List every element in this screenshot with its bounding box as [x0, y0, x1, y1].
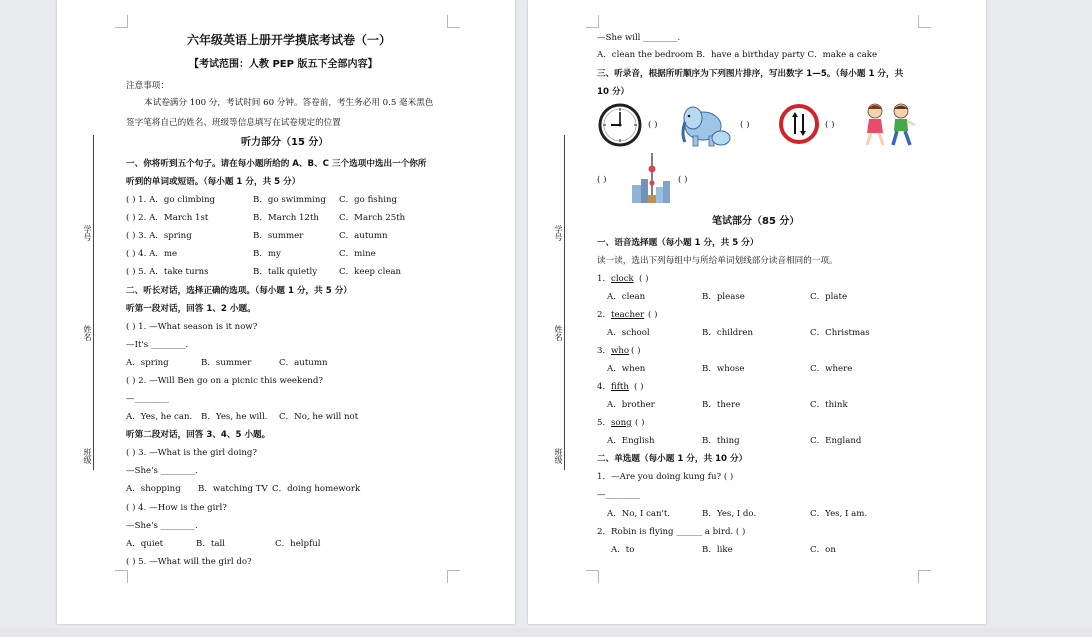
- option-b: B．summer: [201, 358, 252, 368]
- option-b: B．March 12th: [253, 213, 319, 223]
- answer-paren: ( ): [648, 120, 658, 130]
- exam-title: 六年级英语上册开学摸底考试卷（一）: [187, 33, 392, 47]
- option-a: A．Yes, he can.: [126, 412, 193, 422]
- margin-mark: [115, 570, 128, 583]
- margin-mark: [918, 15, 931, 28]
- answer-paren: ( ): [639, 274, 649, 284]
- listening-heading: 听力部分（15 分）: [241, 137, 329, 148]
- option-a: A．English: [607, 436, 655, 446]
- item-stem: ( ) 3. A．spring: [126, 231, 192, 241]
- answer-paren: ( ): [648, 310, 658, 320]
- question: 1．—Are you doing kung fu? ( ): [597, 472, 734, 482]
- question: ( ) 5. —What will the girl do?: [126, 557, 252, 567]
- margin-mark: [586, 570, 599, 583]
- dialog-heading: 听第一段对话，回答 1、2 小题。: [126, 304, 256, 314]
- item-word: fifth: [611, 382, 629, 392]
- option-c: C．keep clean: [339, 267, 402, 277]
- answer-line: —She's ________.: [126, 466, 198, 476]
- answer-paren: ( ): [678, 175, 688, 185]
- item-word: clock: [611, 274, 634, 284]
- option-c: C．autumn: [279, 358, 328, 368]
- answer-paren: ( ): [825, 120, 835, 130]
- option-a: A．No, I can't.: [607, 509, 671, 519]
- binding-label-name: 姓名: [554, 325, 563, 341]
- option-c: C．plate: [810, 292, 848, 302]
- option-a: A．when: [607, 364, 646, 374]
- option-c: C．mine: [339, 249, 376, 259]
- item-stem: ( ) 5. A．take turns: [126, 267, 209, 277]
- item-stem: ( ) 1. A．go climbing: [126, 195, 216, 205]
- answer-line: —________: [597, 490, 640, 500]
- margin-mark: [447, 570, 460, 583]
- exam-scope: 【考试范围：人教 PEP 版五下全部内容】: [189, 59, 378, 70]
- question: 2．Robin is flying ______ a bird. ( ): [597, 527, 746, 537]
- page-gap: [0, 628, 1092, 637]
- item-number: 2．: [597, 310, 612, 320]
- dialog-heading: 听第二段对话，回答 3、4、5 小题。: [126, 430, 271, 440]
- option-b: B．thing: [702, 436, 740, 446]
- section-heading: 二、听长对话，选择正确的选项。（每小题 1 分，共 5 分）: [126, 286, 352, 296]
- margin-mark: [447, 15, 460, 28]
- option-b: B．Yes, he will.: [201, 412, 268, 422]
- option-b: B．watching TV: [198, 484, 268, 494]
- section-heading: 10 分）: [597, 87, 630, 97]
- margin-mark: [115, 15, 128, 28]
- option-c: C．helpful: [275, 539, 321, 549]
- section-heading: 一、语音选择题（每小题 1 分，共 5 分）: [597, 238, 759, 248]
- option-a: A．clean: [607, 292, 646, 302]
- traffic-sign-picture: [779, 104, 819, 148]
- item-number: 4．: [597, 382, 612, 392]
- option-b: B．whose: [702, 364, 745, 374]
- section-heading: 一、你将听到五个句子。请在每小题所给的 A、B、C 三个选项中选出一个你所: [126, 159, 427, 169]
- option-c: C．March 25th: [339, 213, 406, 223]
- option-c: C．think: [810, 400, 848, 410]
- document-page-2: [528, 0, 986, 624]
- binding-label-class: 班级: [83, 448, 92, 464]
- answer-paren: ( ): [631, 346, 641, 356]
- option-c: C．on: [810, 545, 836, 555]
- answer-line: —She will ________.: [597, 33, 681, 43]
- section-heading: 二、单选题（每小题 1 分，共 10 分）: [597, 454, 748, 464]
- question: ( ) 4. —How is the girl?: [126, 503, 227, 513]
- section-heading: 三、听录音，根据所听顺序为下列图片排序，写出数字 1—5。（每小题 1 分，共: [597, 69, 904, 79]
- option-c: C．go fishing: [339, 195, 398, 205]
- option-b: B．go swimming: [253, 195, 326, 205]
- option-a: A．quiet: [126, 539, 164, 549]
- option-c: C．Yes, I am.: [810, 509, 868, 519]
- question: ( ) 3. —What is the girl doing?: [126, 448, 257, 458]
- option-b: B．please: [702, 292, 745, 302]
- section-heading: 听到的单词或短语。（每小题 1 分，共 5 分）: [126, 177, 301, 187]
- answer-line: —She's ________.: [126, 521, 198, 531]
- item-word: who: [611, 346, 630, 356]
- option-a: A．school: [607, 328, 650, 338]
- clock-picture: [598, 103, 642, 151]
- option-b: B．talk quietly: [253, 267, 318, 277]
- option-b: B．Yes, I do.: [702, 509, 757, 519]
- instruction: 读一读，选出下列每组中与所给单词划线部分读音相同的一项。: [597, 256, 838, 266]
- option-c: C．Christmas: [810, 328, 870, 338]
- answer-line: —It's ________.: [126, 340, 189, 350]
- option-c: C．No, he will not: [279, 412, 359, 422]
- binding-label-name: 姓名: [83, 325, 92, 341]
- option-a: A．spring: [126, 358, 169, 368]
- answer-paren: ( ): [634, 382, 644, 392]
- item-number: 5．: [597, 418, 612, 428]
- answer-paren: ( ): [635, 418, 645, 428]
- item-stem: ( ) 2. A．March 1st: [126, 213, 209, 223]
- option-a: A．shopping: [126, 484, 181, 494]
- binding-line: [564, 135, 565, 470]
- option-b: B．tall: [196, 539, 225, 549]
- item-number: 3．: [597, 346, 612, 356]
- answer-paren: ( ): [740, 120, 750, 130]
- binding-label-student-id: 学号: [83, 225, 92, 241]
- option-b: B．my: [253, 249, 281, 259]
- option-row: A．clean the bedroom B．have a birthday party C．make a cake: [597, 50, 878, 60]
- option-a: A．to: [611, 545, 635, 555]
- notice-text: 签字笔将自己的姓名、班级等信息填写在试卷规定的位置: [126, 118, 341, 128]
- option-b: B．there: [702, 400, 741, 410]
- answer-paren: ( ): [597, 175, 607, 185]
- option-b: B．summer: [253, 231, 304, 241]
- option-c: C．autumn: [339, 231, 388, 241]
- item-stem: ( ) 4. A．me: [126, 249, 178, 259]
- document-page-1: [57, 0, 515, 624]
- option-b: B．like: [702, 545, 733, 555]
- answer-line: —________: [126, 394, 169, 404]
- binding-label-class: 班级: [554, 448, 563, 464]
- option-c: C．where: [810, 364, 853, 374]
- item-word: song: [611, 418, 632, 428]
- margin-mark: [586, 15, 599, 28]
- item-number: 1．: [597, 274, 612, 284]
- option-c: C．England: [810, 436, 862, 446]
- question: ( ) 2. —Will Ben go on a picnic this weekend?: [126, 376, 323, 386]
- option-b: B．children: [702, 328, 753, 338]
- binding-line: [93, 135, 94, 470]
- tower-picture: [630, 151, 672, 209]
- question: ( ) 1. —What season is it now?: [126, 322, 258, 332]
- children-running-picture: [861, 101, 917, 153]
- option-c: C．doing homework: [272, 484, 361, 494]
- notice-title: 注意事项：: [126, 81, 169, 91]
- item-word: teacher: [611, 310, 645, 320]
- margin-mark: [918, 570, 931, 583]
- elephant-picture: [679, 100, 733, 154]
- binding-label-student-id: 学号: [554, 225, 563, 241]
- notice-text: 本试卷满分 100 分，考试时间 60 分钟。答卷前，考生务必用 0.5 毫米黑色: [144, 98, 434, 108]
- option-a: A．brother: [607, 400, 655, 410]
- written-heading: 笔试部分（85 分）: [712, 216, 800, 227]
